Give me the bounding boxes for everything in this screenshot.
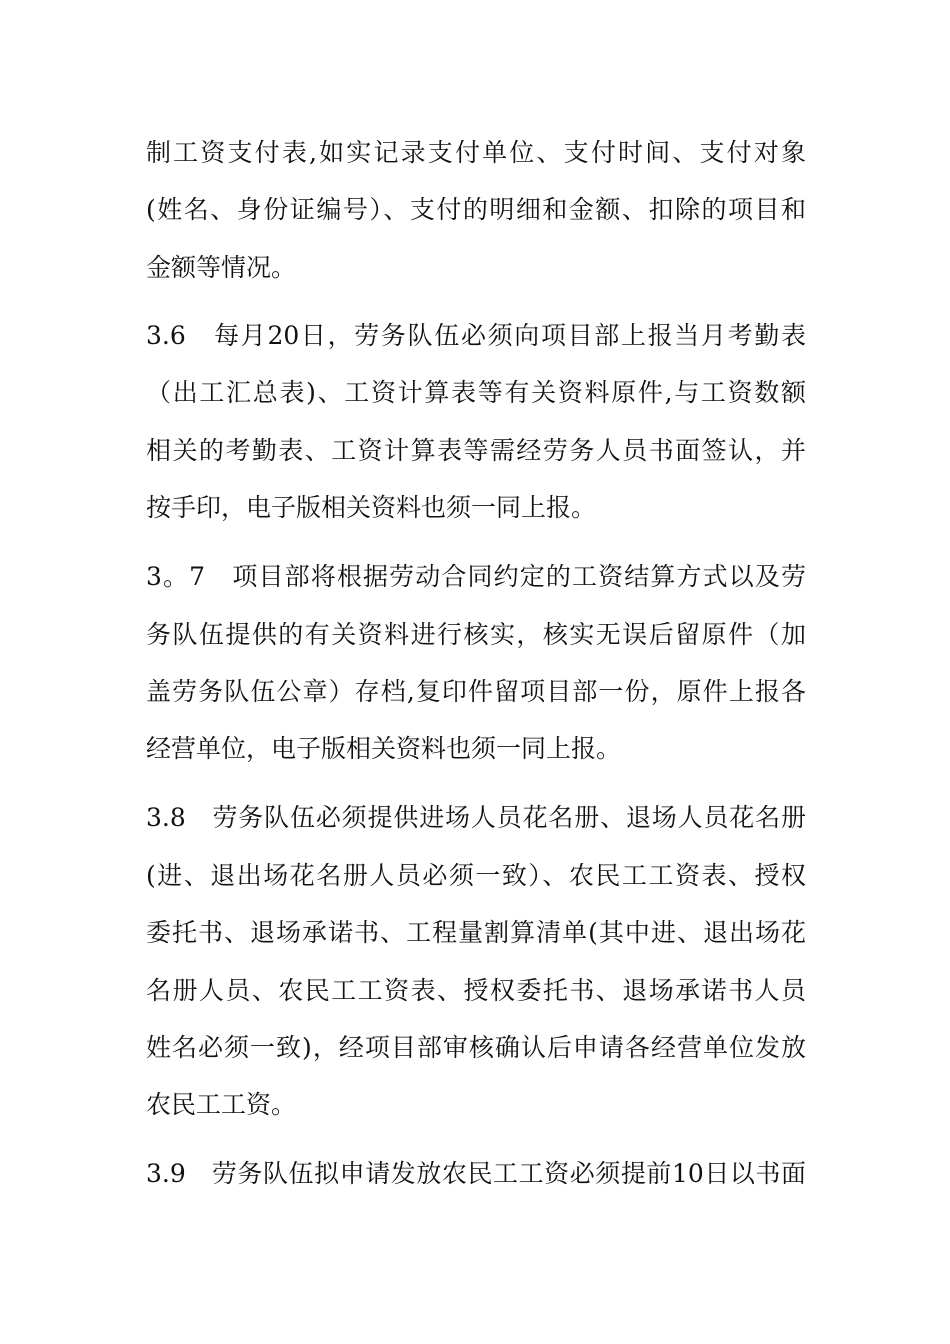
text-line: 3。7 项目部将根据劳动合同约定的工资结算方式以及劳	[146, 562, 806, 591]
text-line: 相关的考勤表、工资计算表等需经劳务人员书面签认，并	[146, 436, 806, 465]
text-line: 盖劳务队伍公章）存档,复印件留项目部一份，原件上报各	[146, 677, 806, 706]
text-line: (姓名、身份证编号）、支付的明细和金额、扣除的项目和	[146, 195, 806, 224]
text-line: （出工汇总表)、工资计算表等有关资料原件,与工资数额	[146, 378, 806, 407]
text-line: 经营单位，电子版相关资料也须一同上报。	[146, 734, 622, 763]
text-line: 按手印，电子版相关资料也须一同上报。	[146, 493, 597, 522]
text-line: 制工资支付表,如实记录支付单位、支付时间、支付对象	[146, 138, 806, 167]
text-line: 3.6 每月20日，劳务队伍必须向项目部上报当月考勤表	[146, 321, 806, 350]
text-line: 3.9 劳务队伍拟申请发放农民工工资必须提前10日以书面	[146, 1159, 806, 1188]
text-line: 3.8 劳务队伍必须提供进场人员花名册、退场人员花名册	[146, 803, 806, 832]
text-line: 姓名必须一致)，经项目部审核确认后申请各经营单位发放	[146, 1033, 806, 1062]
text-line: 金额等情况。	[146, 253, 297, 282]
text-line: 委托书、退场承诺书、工程量割算清单(其中进、退出场花	[146, 918, 806, 947]
text-line: 名册人员、农民工工资表、授权委托书、退场承诺书人员	[146, 976, 806, 1005]
text-line: (进、退出场花名册人员必须一致）、农民工工资表、授权	[146, 861, 806, 890]
text-line: 农民工工资。	[146, 1090, 297, 1119]
text-line: 务队伍提供的有关资料进行核实，核实无误后留原件（加	[146, 620, 806, 649]
